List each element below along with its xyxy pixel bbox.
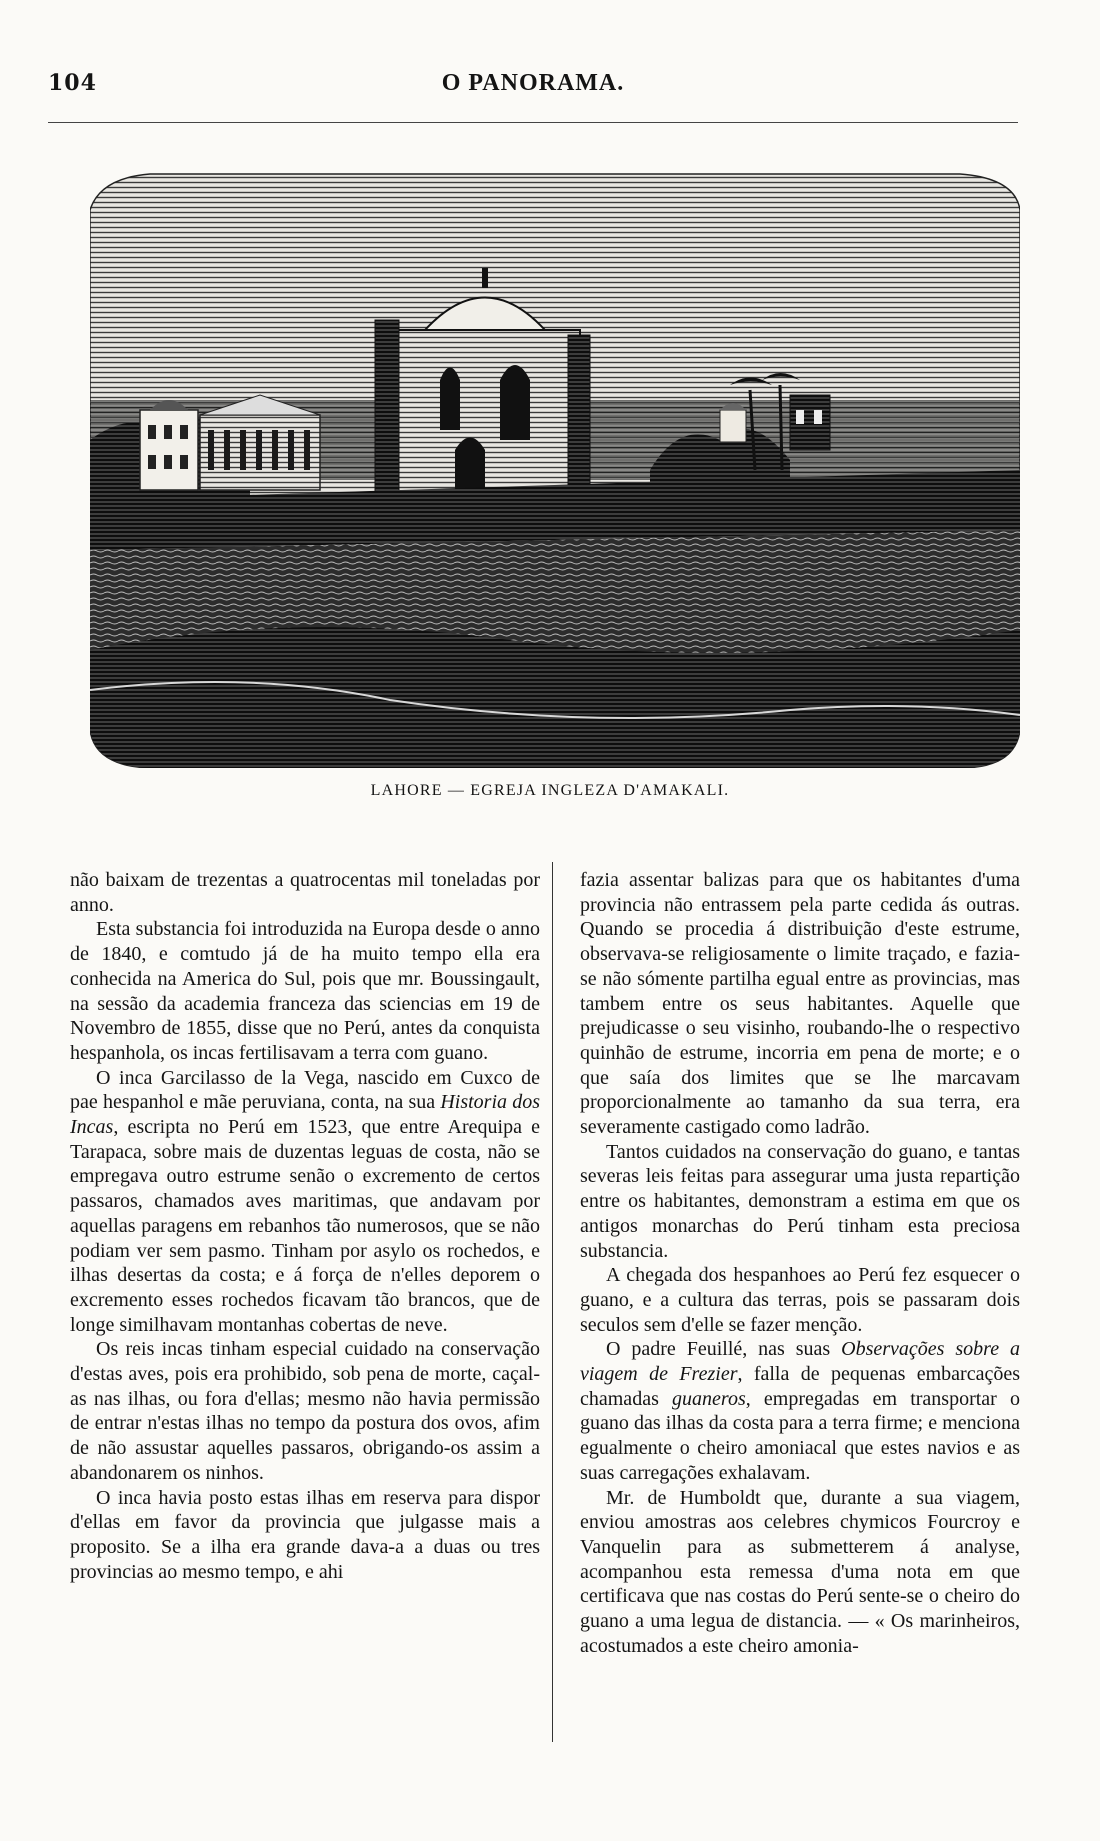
text-run: O padre Feuillé, nas suas: [606, 1338, 842, 1361]
column-divider: [552, 862, 553, 1742]
paragraph: fazia assentar balizas para que os habitantes d'uma provincia não entrassem pela parte cedida ás outras. Quando se procedia á distribuição d'este estrume, observava-se religiosamente o limite traçado, e fazia-se não sómente partilha egual entre as provincias, mas tambem entre os seus habitantes. Aquelle que prejudicasse o seu visinho, roubando-lhe o respectivo quinhão de estrume, incorria em pena de morte; e o que saía dos limites que se lhe marcavam proporcionalmente ao tamanho da sua terra, era severamente castigado como ladrão.: [580, 869, 1020, 1139]
running-title: O PANORAMA.: [441, 70, 625, 96]
page-header: [48, 62, 1018, 102]
page-number: 104: [48, 70, 97, 96]
paragraph: Esta substancia foi introduzida na Europa desde o anno de 1840, e comtudo já de ha muito tempo ella era conhecida na America do Sul, pois que mr. Boussingault, na sessão da academia franceza das sciencias em 19 de Novembro de 1855, disse que no Perú, antes da conquista hespanhola, os incas fertilisavam a terra com guano.: [70, 918, 540, 1064]
illustration-caption: LAHORE — EGREJA INGLEZA D'AMAKALI.: [370, 782, 730, 799]
right-column: [580, 868, 1020, 1659]
left-column: [70, 868, 540, 1584]
book-title: Historia dos Incas: [70, 1091, 540, 1139]
paragraph: Tantos cuidados na conservação do guano, e tantas severas leis feitas para assegurar uma justa repartição entre os habitantes, demonstram a estima em que os antigos monarchas do Perú tinham esta preciosa substancia.: [580, 1140, 1020, 1262]
paragraph: Os reis incas tinham especial cuidado na conservação d'estas aves, pois era prohibido, sob pena de morte, caçal-as nas ilhas, ou fora d'ellas; mesmo não havia permissão de entrar n'estas ilhas no tempo da postura dos ovos, afim de não assustar aquelles passaros, obrigando-os assim a abandonarem os ninhos.: [70, 1338, 540, 1484]
paragraph: [580, 1337, 1020, 1485]
paragraph: [70, 1066, 540, 1338]
book-title: Observações sobre a viagem de Frezier: [580, 1338, 1020, 1386]
paragraph: O inca havia posto estas ilhas em reserva para dispor d'ellas em favor da provincia que julgasse mais a proposito. Se a ilha era grande dava-a a duas ou tres provincias ao mesmo tempo, e ahi: [70, 1486, 540, 1583]
text-run: , escripta no Perú em 1523, que entre Arequipa e Tarapaca, sobre mais de duzentas leguas de costa, não se empregava outro estrume senão o excremento de certos passaros, chamados aves maritimas, que andavam por aquellas paragens em rebanhos tão numerosos, que se não podiam ver sem pasmo. Tinham por asylo os rochedos, e ilhas desertas da costa; e á força de n'elles deporem o excremento esses rochedos ficavam tão brancos, que de longe similhavam montanhas cobertas de neve.: [70, 1116, 540, 1336]
text-run: , falla de pequenas embarcações chamadas: [580, 1363, 1020, 1410]
text-run: , empregadas em transportar o guano das ilhas da costa para a terra firme; e menciona egualmente o cheiro amoniacal que estes navios e as suas carregações exhalavam.: [580, 1387, 1020, 1484]
paragraph: Mr. de Humboldt que, durante a sua viagem, enviou amostras aos celebres chymicos Fourcroy e Vanquelin para as submetterem á analyse, acompanhou esta remessa d'uma nota em que certificava que nas costas do Perú sente-se o cheiro do guano a uma legua de distancia. — « Os marinheiros, acostumados a este cheiro amonia-: [580, 1486, 1020, 1657]
paragraph: não baixam de trezentas a quatrocentas mil toneladas por anno.: [70, 869, 540, 916]
engraving-lahore-church: [90, 170, 1020, 768]
text-run: O inca Garcilasso de la Vega, nascido em Cuxco de pae hespanhol e mãe peruviana, conta, na sua: [70, 1066, 540, 1114]
paragraph: A chegada dos hespanhoes ao Perú fez esquecer o guano, e a cultura das terras, pois se passaram dois seculos sem d'elle se fazer menção.: [580, 1264, 1020, 1336]
header-rule: [48, 122, 1018, 123]
term: guaneros: [672, 1387, 746, 1410]
